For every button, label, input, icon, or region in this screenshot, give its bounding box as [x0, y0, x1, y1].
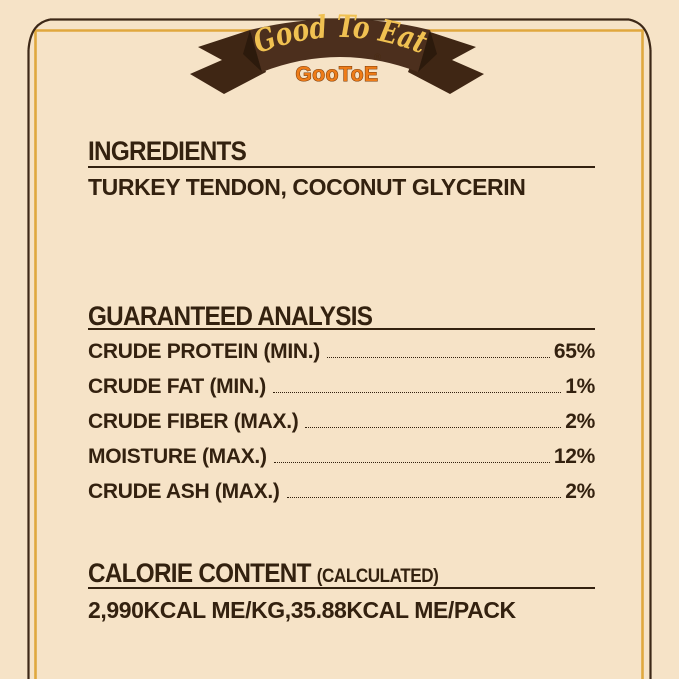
ingredients-heading: INGREDIENTS [88, 136, 247, 166]
brand-logo: GooToE [295, 63, 379, 86]
ribbon-banner [185, 8, 495, 108]
analysis-row-value: 2% [565, 409, 595, 433]
dotted-leader [273, 392, 561, 393]
guaranteed-analysis-table [88, 328, 595, 503]
dotted-leader [287, 497, 562, 498]
analysis-row [88, 328, 595, 363]
analysis-row [88, 433, 595, 468]
dotted-leader [305, 427, 561, 428]
guaranteed-analysis-heading: GUARANTEED ANALYSIS [88, 301, 373, 331]
dotted-leader [274, 462, 550, 463]
analysis-row-label: CRUDE FAT (MIN.) [88, 374, 266, 398]
analysis-row-label: CRUDE ASH (MAX.) [88, 479, 280, 503]
ribbon-slogan-text: Good To Eat [248, 8, 435, 63]
calorie-content-heading-text: CALORIE CONTENT [88, 558, 311, 588]
analysis-row-label: CRUDE FIBER (MAX.) [88, 409, 299, 433]
analysis-row [88, 468, 595, 503]
analysis-row-label: MOISTURE (MAX.) [88, 444, 267, 468]
analysis-row-label: CRUDE PROTEIN (MIN.) [88, 339, 320, 363]
analysis-row [88, 363, 595, 398]
ingredients-value: TURKEY TENDON, COCONUT GLYCERIN [88, 174, 526, 200]
analysis-row-value: 2% [565, 479, 595, 503]
calorie-content-underline [88, 587, 595, 589]
analysis-row-value: 1% [565, 374, 595, 398]
calorie-content-value: 2,990KCAL ME/KG,35.88KCAL ME/PACK [88, 597, 516, 623]
analysis-row-value: 12% [553, 444, 595, 468]
analysis-row-value: 65% [553, 339, 595, 363]
calorie-content-qualifier: (CALCULATED) [316, 566, 439, 587]
calorie-content-heading [88, 559, 544, 589]
dotted-leader [327, 357, 550, 358]
registered-trademark-icon: ® [374, 52, 381, 63]
ingredients-underline [88, 166, 595, 168]
analysis-row [88, 398, 595, 433]
